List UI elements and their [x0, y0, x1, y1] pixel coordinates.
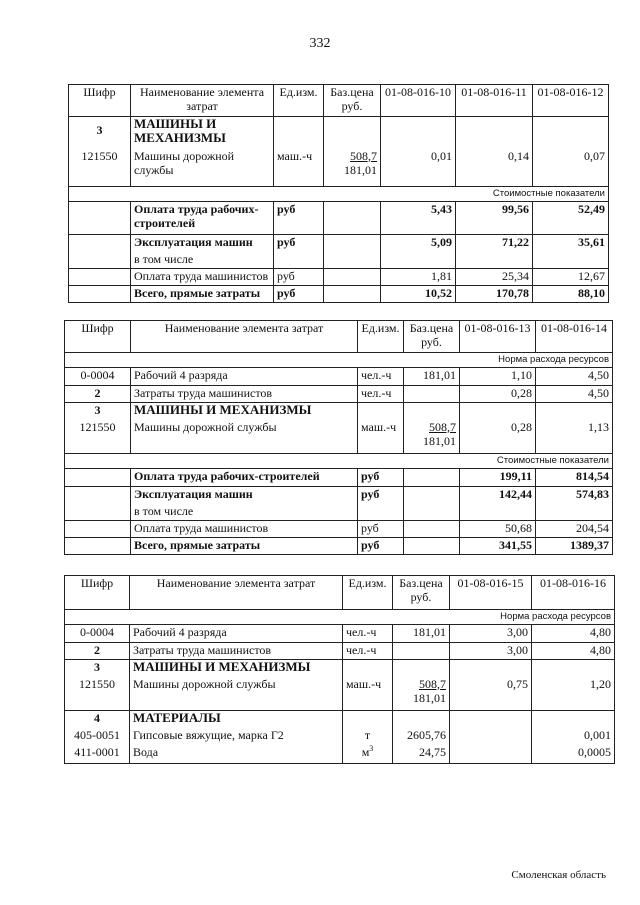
resource-code: 0-0004	[65, 625, 130, 643]
subheader-row	[65, 610, 615, 625]
summary-name: Оплата труда машинистов	[131, 521, 358, 538]
section-title: МАШИНЫ И МЕХАНИЗМЫ	[131, 403, 358, 420]
resource-norm-label: Норма расхода ресурсов	[65, 353, 613, 368]
summary-row	[65, 504, 613, 521]
section-title: МАТЕРИАЛЫ	[130, 711, 343, 728]
summary-row	[69, 202, 609, 235]
rates-table-3	[64, 575, 615, 764]
resource-row	[65, 677, 615, 711]
summary-rate-1: 199,11	[460, 469, 536, 487]
section-code: 4	[65, 711, 130, 728]
resource-rate-2: 4,50	[536, 386, 613, 403]
resource-name: Рабочий 4 разряда	[130, 625, 343, 643]
summary-rate-3: 35,61	[533, 235, 609, 252]
resource-unit: чел.-ч	[358, 386, 404, 403]
material-row	[65, 728, 615, 745]
summary-name: Оплата труда машинистов	[131, 269, 274, 286]
resource-rate-2: 4,80	[532, 625, 615, 643]
cost-indicators-label: Стоимостные показатели	[69, 187, 609, 202]
col-header-name: Наименование элемента затрат	[131, 321, 358, 353]
col-header-code: Шифр	[65, 321, 131, 353]
resource-name: Машины дорожной службы	[131, 149, 274, 187]
resource-rate-2: 4,80	[532, 643, 615, 660]
resource-rate-2: 1,20	[532, 677, 615, 711]
material-rate-2: 0,0005	[532, 745, 615, 764]
summary-rate-1: 5,09	[381, 235, 456, 252]
resource-code: 121550	[65, 420, 131, 454]
summary-unit: руб	[358, 521, 404, 538]
summary-row	[65, 487, 613, 504]
section-title: МАШИНЫ И МЕХАНИЗМЫ	[130, 660, 343, 677]
section-row	[65, 660, 615, 677]
summary-row	[69, 269, 609, 286]
resource-unit: чел.-ч	[343, 643, 393, 660]
section-code: 3	[65, 403, 131, 420]
summary-rate-2: 814,54	[536, 469, 613, 487]
total-rate-1: 341,55	[460, 538, 536, 555]
summary-name: Эксплуатация машин	[131, 235, 274, 252]
rates-table-2	[64, 320, 613, 555]
resource-unit: чел.-ч	[343, 625, 393, 643]
resource-price: 508,7 181,01	[404, 420, 460, 454]
cost-indicators-label: Стоимостные показатели	[65, 454, 613, 469]
total-rate-2: 1389,37	[536, 538, 613, 555]
material-price: 2605,76	[393, 728, 450, 745]
total-row	[65, 538, 613, 555]
total-name: Всего, прямые затраты	[131, 538, 358, 555]
section-code: 3	[69, 117, 131, 149]
summary-rate-3: 52,49	[533, 202, 609, 235]
footer-region: Смоленская область	[511, 869, 606, 881]
resource-rate-2: 4,50	[536, 368, 613, 386]
summary-unit: руб	[274, 202, 324, 235]
resource-code: 2	[65, 386, 131, 403]
col-header-unit: Ед.изм.	[274, 85, 324, 117]
material-unit: $м^3$	[343, 745, 393, 764]
resource-code: 2	[65, 643, 130, 660]
summary-row	[65, 521, 613, 538]
summary-name: Оплата труда рабочих-строителей	[131, 202, 274, 235]
summary-name: в том числе	[131, 252, 274, 269]
summary-row	[69, 252, 609, 269]
summary-name: Эксплуатация машин	[131, 487, 358, 504]
col-header-rate-1: 01-08-016-13	[460, 321, 536, 353]
col-header-rate-2: 01-08-016-14	[536, 321, 613, 353]
summary-rate-1: 1,81	[381, 269, 456, 286]
table-header-row	[65, 576, 615, 610]
section-code: 3	[65, 660, 130, 677]
resource-row	[65, 386, 613, 403]
summary-unit: руб	[358, 487, 404, 504]
col-header-price: Баз.цена руб.	[393, 576, 450, 610]
resource-name: Машины дорожной службы	[131, 420, 358, 454]
resource-price: 508,7 181,01	[393, 677, 450, 711]
total-unit: руб	[274, 286, 324, 303]
rates-table-1	[68, 84, 609, 303]
col-header-unit: Ед.изм.	[358, 321, 404, 353]
resource-name: Затраты труда машинистов	[131, 386, 358, 403]
summary-rate-1: 5,43	[381, 202, 456, 235]
col-header-price: Баз.цена руб.	[404, 321, 460, 353]
summary-row	[65, 469, 613, 487]
resource-rate-1: 3,00	[450, 643, 532, 660]
resource-code: 121550	[69, 149, 131, 187]
resource-row	[65, 625, 615, 643]
resource-rate-1: 0,28	[460, 386, 536, 403]
resource-name: Машины дорожной службы	[130, 677, 343, 711]
total-unit: руб	[358, 538, 404, 555]
resource-rate-1: 0,75	[450, 677, 532, 711]
resource-name: Рабочий 4 разряда	[131, 368, 358, 386]
resource-name: Затраты труда машинистов	[130, 643, 343, 660]
material-code: 405-0051	[65, 728, 130, 745]
summary-rate-2: 574,83	[536, 487, 613, 504]
material-name: Вода	[130, 745, 343, 764]
subheader-row	[69, 187, 609, 202]
total-rate-1: 10,52	[381, 286, 456, 303]
total-row	[69, 286, 609, 303]
col-header-rate-3: 01-08-016-12	[533, 85, 609, 117]
resource-price: 181,01	[393, 625, 450, 643]
summary-rate-2: 71,22	[456, 235, 533, 252]
resource-code: 121550	[65, 677, 130, 711]
table-header-row	[69, 85, 609, 117]
resource-rate-2: 0,14	[456, 149, 533, 187]
summary-row	[69, 235, 609, 252]
col-header-name: Наименование элемента затрат	[131, 85, 274, 117]
resource-row	[69, 149, 609, 187]
material-rate-2: 0,001	[532, 728, 615, 745]
material-unit: т	[343, 728, 393, 745]
section-row	[69, 117, 609, 149]
summary-unit: руб	[274, 269, 324, 286]
summary-rate-2: 25,34	[456, 269, 533, 286]
subheader-row	[65, 454, 613, 469]
col-header-code: Шифр	[65, 576, 130, 610]
material-price: 24,75	[393, 745, 450, 764]
resource-rate-1: 0,01	[381, 149, 456, 187]
resource-code: 0-0004	[65, 368, 131, 386]
resource-price: 508,7 181,01	[324, 149, 381, 187]
resource-norm-label: Норма расхода ресурсов	[65, 610, 615, 625]
total-rate-3: 88,10	[533, 286, 609, 303]
resource-rate-1: 1,10	[460, 368, 536, 386]
material-row	[65, 745, 615, 764]
material-name: Гипсовые вяжущие, марка Г2	[130, 728, 343, 745]
resource-row	[65, 368, 613, 386]
section-row	[65, 711, 615, 728]
col-header-rate-2: 01-08-016-11	[456, 85, 533, 117]
summary-rate-1: 142,44	[460, 487, 536, 504]
col-header-code: Шифр	[69, 85, 131, 117]
col-header-rate-1: 01-08-016-15	[450, 576, 532, 610]
col-header-price: Баз.цена руб.	[324, 85, 381, 117]
summary-name: Оплата труда рабочих-строителей	[131, 469, 358, 487]
summary-unit: руб	[274, 235, 324, 252]
summary-rate-2: 99,56	[456, 202, 533, 235]
resource-rate-3: 0,07	[533, 149, 609, 187]
summary-rate-1: 50,68	[460, 521, 536, 538]
resource-unit: чел.-ч	[358, 368, 404, 386]
summary-rate-2: 204,54	[536, 521, 613, 538]
material-code: 411-0001	[65, 745, 130, 764]
resource-unit: маш.-ч	[274, 149, 324, 187]
resource-row	[65, 643, 615, 660]
col-header-unit: Ед.изм.	[343, 576, 393, 610]
resource-rate-1: 0,28	[460, 420, 536, 454]
summary-rate-3: 12,67	[533, 269, 609, 286]
total-rate-2: 170,78	[456, 286, 533, 303]
section-title: МАШИНЫ И МЕХАНИЗМЫ	[131, 117, 274, 149]
table-header-row	[65, 321, 613, 353]
resource-unit: маш.-ч	[343, 677, 393, 711]
summary-unit: руб	[358, 469, 404, 487]
col-header-rate-1: 01-08-016-10	[381, 85, 456, 117]
resource-rate-2: 1,13	[536, 420, 613, 454]
summary-name: в том числе	[131, 504, 358, 521]
resource-rate-1: 3,00	[450, 625, 532, 643]
page-number: 332	[309, 36, 331, 51]
total-name: Всего, прямые затраты	[131, 286, 274, 303]
section-row	[65, 403, 613, 420]
col-header-rate-2: 01-08-016-16	[532, 576, 615, 610]
col-header-name: Наименование элемента затрат	[130, 576, 343, 610]
subheader-row	[65, 353, 613, 368]
resource-row	[65, 420, 613, 454]
resource-price: 181,01	[404, 368, 460, 386]
resource-unit: маш.-ч	[358, 420, 404, 454]
